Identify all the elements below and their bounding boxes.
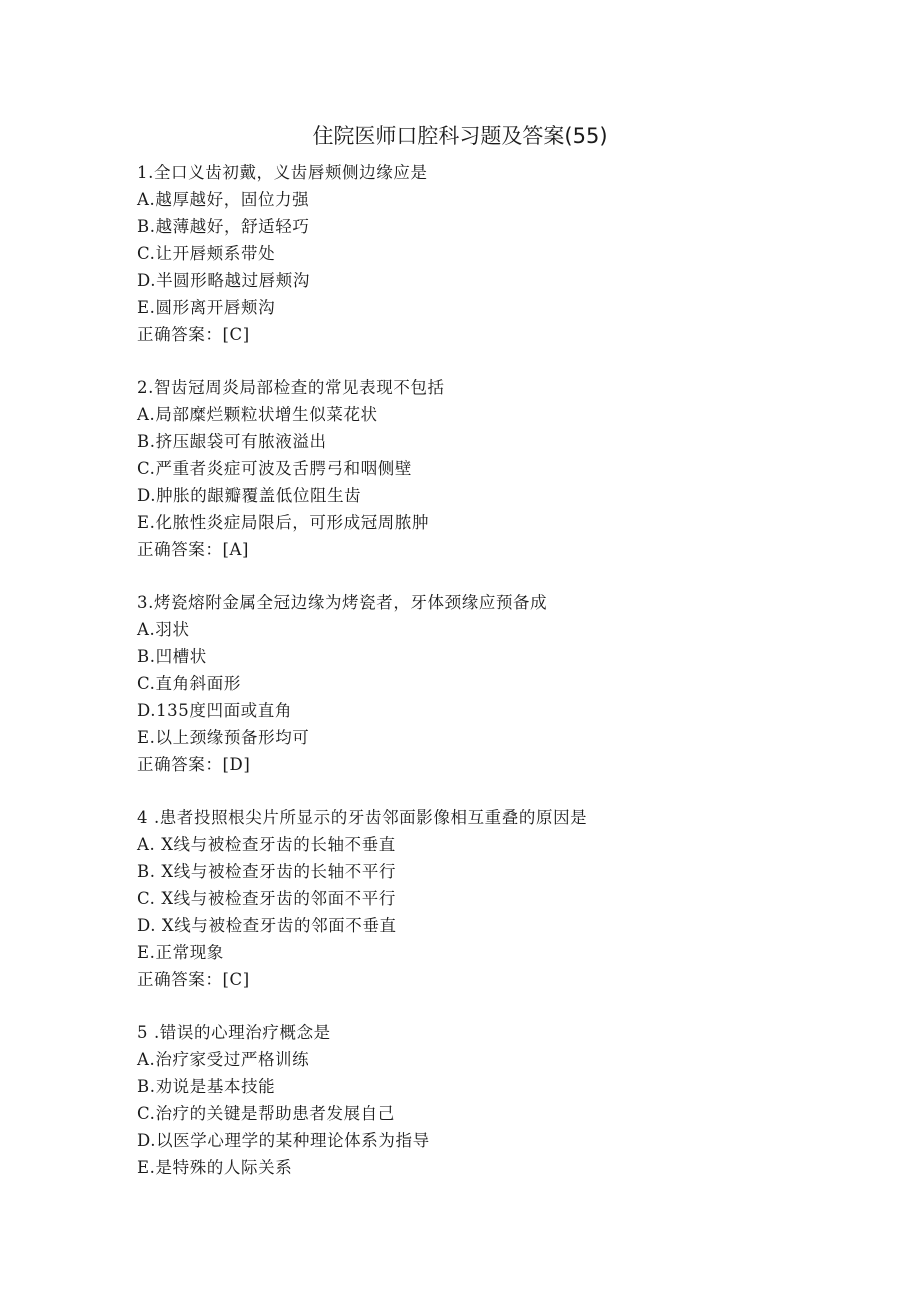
option-a: A.羽状 xyxy=(137,620,190,639)
option-b: B. X线与被检查牙齿的长轴不平行 xyxy=(137,862,397,881)
option-c: C.直角斜面形 xyxy=(137,674,241,693)
question-5 xyxy=(137,1019,857,1181)
document-title: 住院医师口腔科习题及答案(55) xyxy=(312,124,608,148)
question-list xyxy=(137,159,857,1207)
option-c: C.严重者炎症可波及舌腭弓和咽侧壁 xyxy=(137,459,412,478)
question-1 xyxy=(137,159,857,348)
option-c: C. X线与被检查牙齿的邻面不平行 xyxy=(137,889,396,908)
option-b: B.凹槽状 xyxy=(137,647,207,666)
option-e: E.化脓性炎症局限后，可形成冠周脓肿 xyxy=(137,513,430,532)
question-2 xyxy=(137,374,857,563)
option-b: B.越薄越好，舒适轻巧 xyxy=(137,217,310,236)
option-e: E.圆形离开唇颊沟 xyxy=(137,298,276,317)
option-a: A. X线与被检查牙齿的长轴不垂直 xyxy=(137,835,396,854)
question-stem: 1.全口义齿初戴，义齿唇颊侧边缘应是 xyxy=(137,163,428,182)
correct-answer: 正确答案：[D] xyxy=(137,755,251,774)
correct-answer: 正确答案：[C] xyxy=(137,325,250,344)
option-d: D.以医学心理学的某种理论体系为指导 xyxy=(137,1131,430,1150)
question-stem: 2.智齿冠周炎局部检查的常见表现不包括 xyxy=(137,378,445,397)
question-stem: 3.烤瓷熔附金属全冠边缘为烤瓷者，牙体颈缘应预备成 xyxy=(137,593,548,612)
option-e: E.是特殊的人际关系 xyxy=(137,1158,293,1177)
option-a: A.局部糜烂颗粒状增生似菜花状 xyxy=(137,405,378,424)
option-d: D.135度凹面或直角 xyxy=(137,701,292,720)
option-b: B.挤压龈袋可有脓液溢出 xyxy=(137,432,327,451)
question-stem: 5 .错误的心理治疗概念是 xyxy=(137,1023,331,1042)
option-d: D.半圆形略越过唇颊沟 xyxy=(137,271,310,290)
question-3 xyxy=(137,589,857,778)
option-a: A.越厚越好，固位力强 xyxy=(137,190,310,209)
option-a: A.治疗家受过严格训练 xyxy=(137,1050,310,1069)
question-4 xyxy=(137,804,857,993)
correct-answer: 正确答案：[C] xyxy=(137,970,250,989)
option-e: E.以上颈缘预备形均可 xyxy=(137,728,310,747)
option-e: E.正常现象 xyxy=(137,943,224,962)
question-stem: 4 .患者投照根尖片所显示的牙齿邻面影像相互重叠的原因是 xyxy=(137,808,588,827)
option-c: C.治疗的关键是帮助患者发展自己 xyxy=(137,1104,395,1123)
correct-answer: 正确答案：[A] xyxy=(137,540,250,559)
option-b: B.劝说是基本技能 xyxy=(137,1077,276,1096)
option-d: D.肿胀的龈瓣覆盖低位阻生齿 xyxy=(137,486,362,505)
option-c: C.让开唇颊系带处 xyxy=(137,244,276,263)
option-d: D. X线与被检查牙齿的邻面不垂直 xyxy=(137,916,397,935)
